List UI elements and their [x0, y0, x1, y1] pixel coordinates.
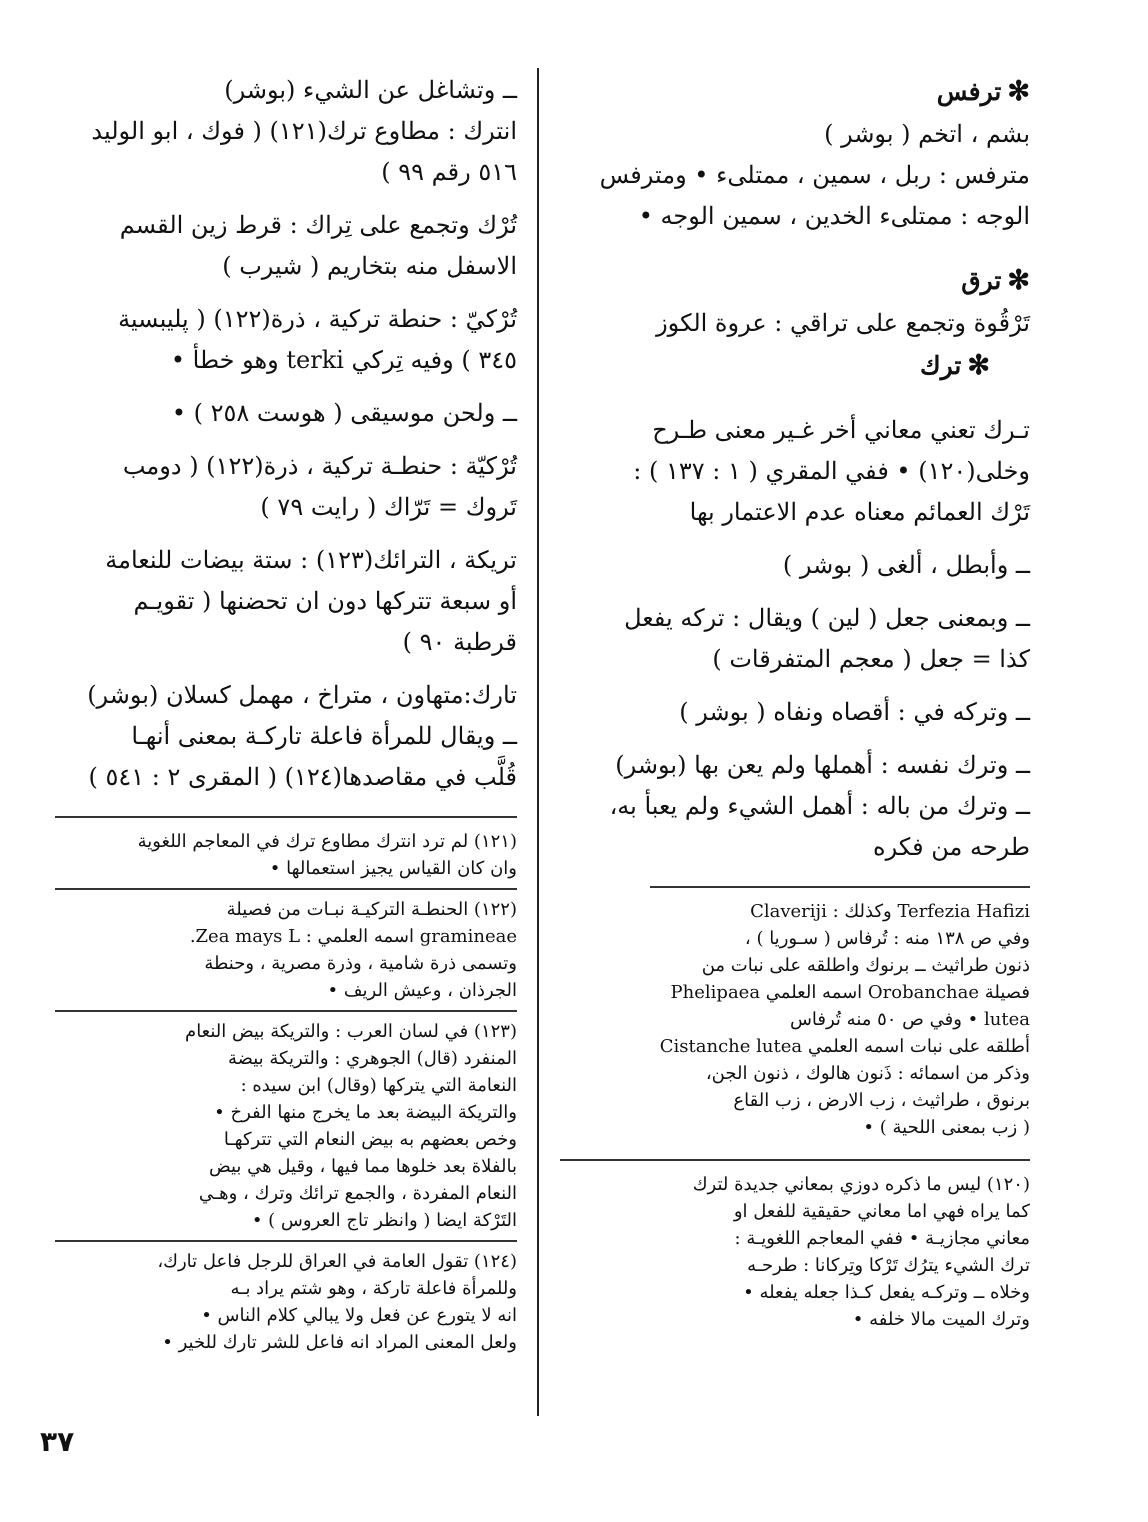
entry-line: ــ وتشاغل عن الشيء (بوشر): [224, 76, 517, 104]
entry-line: أو سبعة تتركها دون ان تحضنها ( تقويـم: [133, 587, 517, 615]
entry-line: ــ ولحن موسيقى ( هوست ٢٥٨ ) •: [171, 399, 517, 427]
footnote-line: gramineae اسمه العلمي : Zea mays L.: [189, 926, 517, 947]
entry-line: قرطبة ٩٠ ): [402, 628, 517, 656]
footnote-line: والتريكة البيضة بعد ما يخرج منها الفرخ •: [214, 1102, 517, 1123]
left-column: [55, 70, 517, 1356]
footnote-line: انه لا يتورع عن فعل ولا يبالي كلام الناس •: [201, 1305, 517, 1326]
footnote-line: الجرذان ، وعيش الريف •: [327, 980, 517, 1001]
entry-line: ــ وترك من باله : أهمل الشيء ولم يعبأ به،: [609, 792, 1030, 820]
entry-line: الاسفل منه بتخاريم ( شيرب ): [222, 252, 517, 280]
entry-line: ــ وبمعنى جعل ( لين ) ويقال : تركه يفعل: [624, 604, 1030, 632]
footnote-line: وذكر من اسمائه : ذَنون هالوك ، ذنون الجن،: [705, 1063, 1030, 1084]
footnote-rule: [55, 1240, 517, 1242]
entry-line: تَروك = تَرّاك ( رايت ٧٩ ): [260, 493, 517, 521]
footnote-line: بالفلاة بعد خلوها مما فيها ، وقيل هي بيض: [208, 1156, 517, 1177]
footnote-rule: [55, 816, 517, 818]
footnote-line: النعامة التي يتركها (وقال) ابن سيده :: [240, 1075, 517, 1096]
entry-line: طرحه من فكره: [873, 833, 1030, 861]
footnote-line: (١٢٠) ليس ما ذكره دوزي بمعاني جديدة لترك: [692, 1174, 1030, 1195]
footnote-line: النعام المفردة ، والجمع ترائك وترك ، وهـي: [198, 1183, 517, 1204]
footnote-line: (١٢٢) الحنطـة التركيـة نبـات من فصيلة: [226, 899, 517, 920]
entry-line: تارك:متهاون ، متراخ ، مهمل كسلان (بوشر): [87, 681, 517, 709]
entry-line: ــ وأبطل ، ألغى ( بوشر ): [782, 551, 1030, 579]
entry-line: ٥١٦ رقم ٩٩ ): [381, 158, 517, 186]
asterisk-icon: ✻: [1007, 265, 1030, 296]
entry-line: وخلى(١٢٠) • ففي المقري ( ١ : ١٣٧ ) :: [633, 457, 1030, 485]
footnote-line: وتسمى ذرة شامية ، وذرة مصرية ، وحنطة: [204, 953, 517, 974]
footnote-line: التَرْكة ايضا ( وانظر تاج العروس ) •: [251, 1210, 517, 1231]
footnote-line: ترك الشيء يترُك تَرْكا وتِركانا : طرحـه: [747, 1255, 1030, 1276]
footnote-line: وخلاه ــ وتركـه يفعل كـذا جعله يفعله •: [743, 1282, 1030, 1303]
footnote-rule: [650, 886, 1030, 888]
footnote-line: وللمرأة فاعلة تاركة ، وهو شتم يراد بـه: [230, 1278, 517, 1299]
footnote-line: ولعل المعنى المراد انه فاعل للشر تارك للخير •: [162, 1332, 517, 1353]
entry-line: تُرْكيّ : حنطة تركية ، ذرة(١٢٢) ( پليبسية: [118, 305, 517, 333]
footnote-line: المنفرد (قال) الجوهري : والتريكة بيضة: [227, 1048, 517, 1069]
footnote-rule: [55, 888, 517, 890]
footnote-line: وفي ص ١٣٨ منه : تُرفاس ( سـوريا ) ،: [744, 928, 1030, 949]
headword-entry: ✻ترك: [920, 350, 990, 381]
page-number: ٣٧: [40, 1425, 75, 1458]
footnote-line: معاني مجازيـة • ففي المعاجم اللغويـة :: [734, 1228, 1030, 1249]
entry-line: مترفس : ربل ، سمين ، ممتلىء • ومترفس: [599, 161, 1030, 189]
headword-entry: ✻ترفس: [936, 76, 1030, 107]
footnote-rule: [560, 1159, 1030, 1161]
footnote-line: (١٢٤) تقول العامة في العراق للرجل فاعل تارك،: [157, 1251, 517, 1272]
entry-line: ــ ويقال للمرأة فاعلة تاركـة بمعنى أنهـا: [131, 722, 517, 750]
footnote-line: وان كان القياس يجيز استعمالها •: [269, 858, 517, 879]
headword-entry: ✻ترق: [961, 265, 1030, 296]
column-divider: [537, 68, 539, 1416]
asterisk-icon: ✻: [1007, 76, 1030, 107]
footnote-line: برنوق ، طراثيث ، زب الارض ، زب القاع: [733, 1090, 1030, 1111]
entry-line: ــ وتركه في : أقصاه ونفاه ( بوشر ): [679, 698, 1030, 726]
footnote-line: فصيلة Orobanchae اسمه العلمي Phelipaea: [670, 982, 1030, 1003]
entry-line: الوجه : ممتلىء الخدين ، سمين الوجه •: [638, 202, 1030, 230]
footnote-line: وترك الميت مالا خلفه •: [852, 1309, 1030, 1330]
footnote-line: (١٢١) لم ترد انترك مطاوع ترك في المعاجم اللغوية: [137, 831, 517, 852]
footnote-line: ذنون طراثيث ــ برنوك واطلقه على نبات من: [701, 955, 1030, 976]
entry-line: قُلَّب في مقاصدها(١٢٤) ( المقرى ٢ : ٥٤١ ): [88, 763, 517, 791]
footnote-line: وخص بعضهم به بيض النعام التي تتركهـا: [223, 1129, 517, 1150]
footnote-line: أطلقه على نبات اسمه العلمي Cistanche lutea: [659, 1036, 1030, 1057]
entry-line: انترك : مطاوع ترك(١٢١) ( فوك ، ابو الوليد: [91, 117, 517, 145]
entry-line: تـرك تعني معاني أخر غـير معنى طـرح: [652, 416, 1030, 444]
footnote-line: Terfezia Hafizi وكذلك : Claveriji: [750, 901, 1030, 922]
entry-line: تَرْقُوة وتجمع على تراقي : عروة الكوز: [656, 309, 1030, 337]
asterisk-icon: ✻: [967, 350, 990, 381]
footnote-line: (١٢٣) في لسان العرب : والتريكة بيض النعام: [185, 1021, 517, 1042]
entry-line: كذا = جعل ( معجم المتفرقات ): [712, 645, 1030, 673]
entry-line: ــ وترك نفسه : أهملها ولم يعن بها (بوشر): [615, 751, 1030, 779]
footnote-line: lutea • وفي ص ٥٠ منه تُرفاس: [789, 1009, 1030, 1030]
entry-line: بشم ، اتخم ( بوشر ): [824, 120, 1030, 148]
entry-line: تَرْك العمائم معناه عدم الاعتمار بها: [689, 498, 1030, 526]
right-column: [560, 70, 1030, 1333]
entry-line: تريكة ، الترائك(١٢٣) : ستة بيضات للنعامة: [105, 546, 517, 574]
footnote-rule: [55, 1010, 517, 1012]
footnote-line: ( زب بمعنى اللحية ) •: [863, 1117, 1030, 1138]
footnote-line: كما يراه فهي اما معاني حقيقية للفعل او: [733, 1201, 1030, 1222]
entry-line: تُرْكيّة : حنطـة تركية ، ذرة(١٢٢) ( دومب: [122, 452, 517, 480]
entry-line: ٣٤٥ ) وفيه تِركي terki وهو خطأ •: [170, 346, 517, 374]
entry-line: تُرْك وتجمع على تِراك : قرط زين القسم: [119, 211, 517, 239]
